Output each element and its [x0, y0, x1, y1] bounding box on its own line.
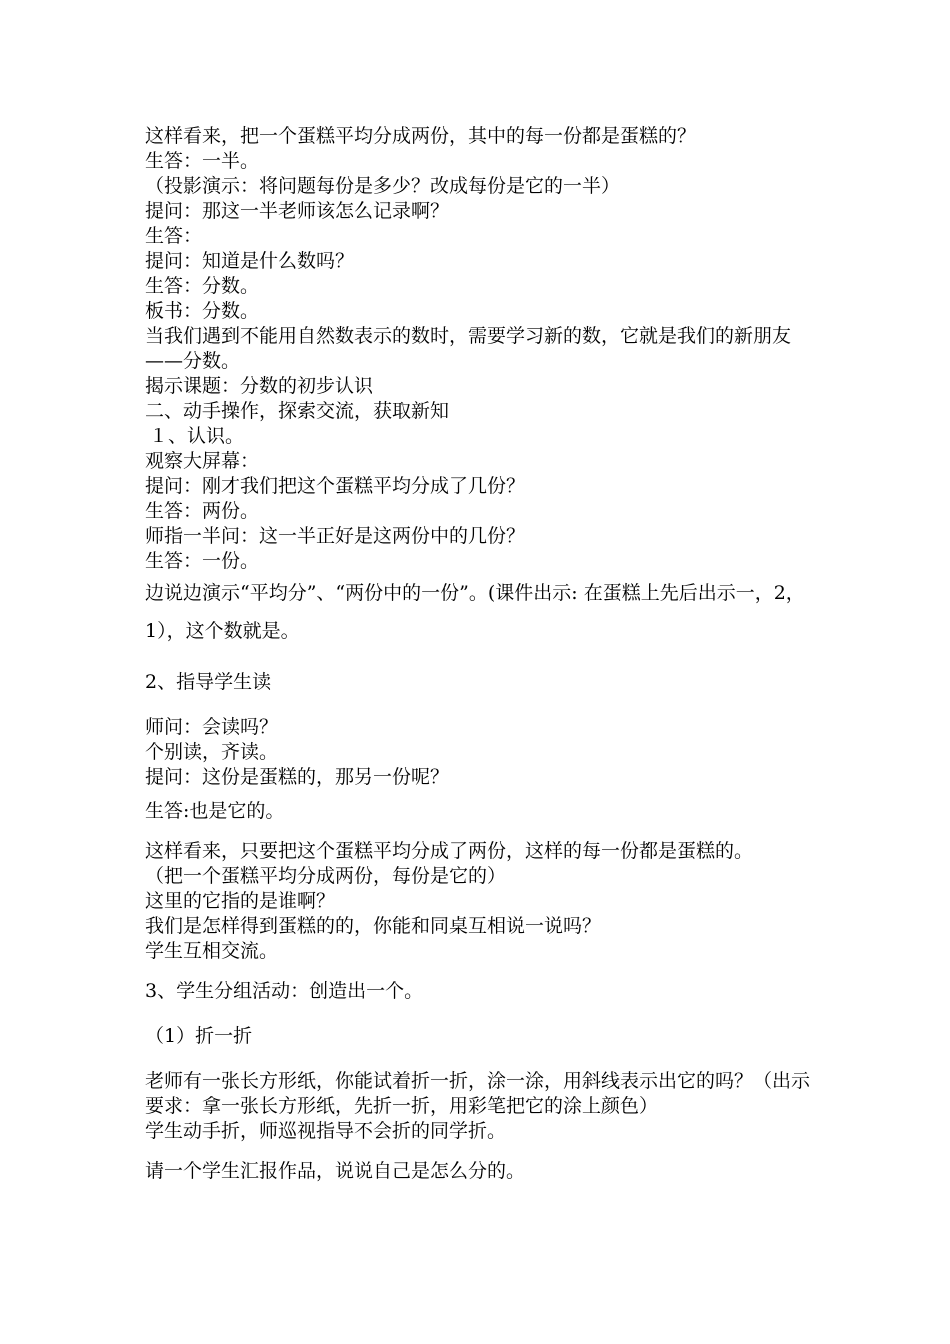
- subsection-heading: 2、指导学生读: [145, 671, 272, 693]
- section-heading: 二、动手操作，探索交流，获取新知: [145, 400, 450, 422]
- subsection-heading: 3、学生分组活动：创造出一个。: [145, 980, 424, 1002]
- paragraph: （把一个蛋糕平均分成两份，每份是它的）: [145, 865, 507, 887]
- paragraph: 板书：分数。: [145, 300, 260, 322]
- paragraph: 观察大屏幕：: [145, 450, 260, 472]
- paragraph: 提问：这份是蛋糕的，那另一份呢？: [145, 766, 450, 788]
- paragraph: 提问：知道是什么数吗？: [145, 250, 355, 272]
- paragraph: （投影演示：将问题每份是多少？改成每份是它的一半）: [145, 175, 621, 197]
- paragraph: 揭示课题：分数的初步认识: [145, 375, 374, 397]
- paragraph: 我们是怎样得到蛋糕的的，你能和同桌互相说一说吗？: [145, 915, 602, 937]
- paragraph: 师问：会读吗？: [145, 716, 279, 738]
- paragraph: 提问：刚才我们把这个蛋糕平均分成了几份？: [145, 475, 526, 497]
- paragraph: 生答：分数。: [145, 275, 260, 297]
- paragraph: 生答:也是它的。: [145, 800, 285, 822]
- subsection-heading: １、认识。: [149, 425, 245, 447]
- paragraph: 学生动手折，师巡视指导不会折的同学折。: [145, 1120, 507, 1142]
- paragraph: 生答：一半。: [145, 150, 260, 172]
- paragraph: 个别读，齐读。: [145, 741, 279, 763]
- paragraph: 当我们遇到不能用自然数表示的数时，需要学习新的数，它就是我们的新朋友——分数。: [145, 325, 792, 372]
- paragraph: 生答：一份。: [145, 550, 260, 572]
- paragraph: 这样看来，把一个蛋糕平均分成两份，其中的每一份都是蛋糕的？: [145, 125, 697, 147]
- paragraph: 边说边演示“平均分”、“两份中的一份”。(课件出示: 在蛋糕上先后出示一，2，1），这个数就是。: [145, 582, 805, 642]
- paragraph: 生答：两份。: [145, 500, 260, 522]
- paragraph: 这样看来，只要把这个蛋糕平均分成了两份，这样的每一份都是蛋糕的。: [145, 840, 754, 862]
- paragraph: 请一个学生汇报作品，说说自己是怎么分的。: [145, 1160, 526, 1182]
- paragraph: 老师有一张长方形纸，你能试着折一折，涂一涂，用斜线表示出它的吗？（出示要求：拿一张长方形纸，先折一折，用彩笔把它的涂上颜色）: [145, 1070, 811, 1117]
- paragraph: 提问：那这一半老师该怎么记录啊？: [145, 200, 450, 222]
- paragraph: 师指一半问：这一半正好是这两份中的几份？: [145, 525, 526, 547]
- subsection-heading: （1）折一折: [145, 1025, 253, 1047]
- paragraph: 这里的它指的是谁啊？: [145, 890, 336, 912]
- paragraph: 生答：: [145, 225, 203, 247]
- document-body: [145, 124, 815, 1184]
- paragraph: 学生互相交流。: [145, 940, 279, 962]
